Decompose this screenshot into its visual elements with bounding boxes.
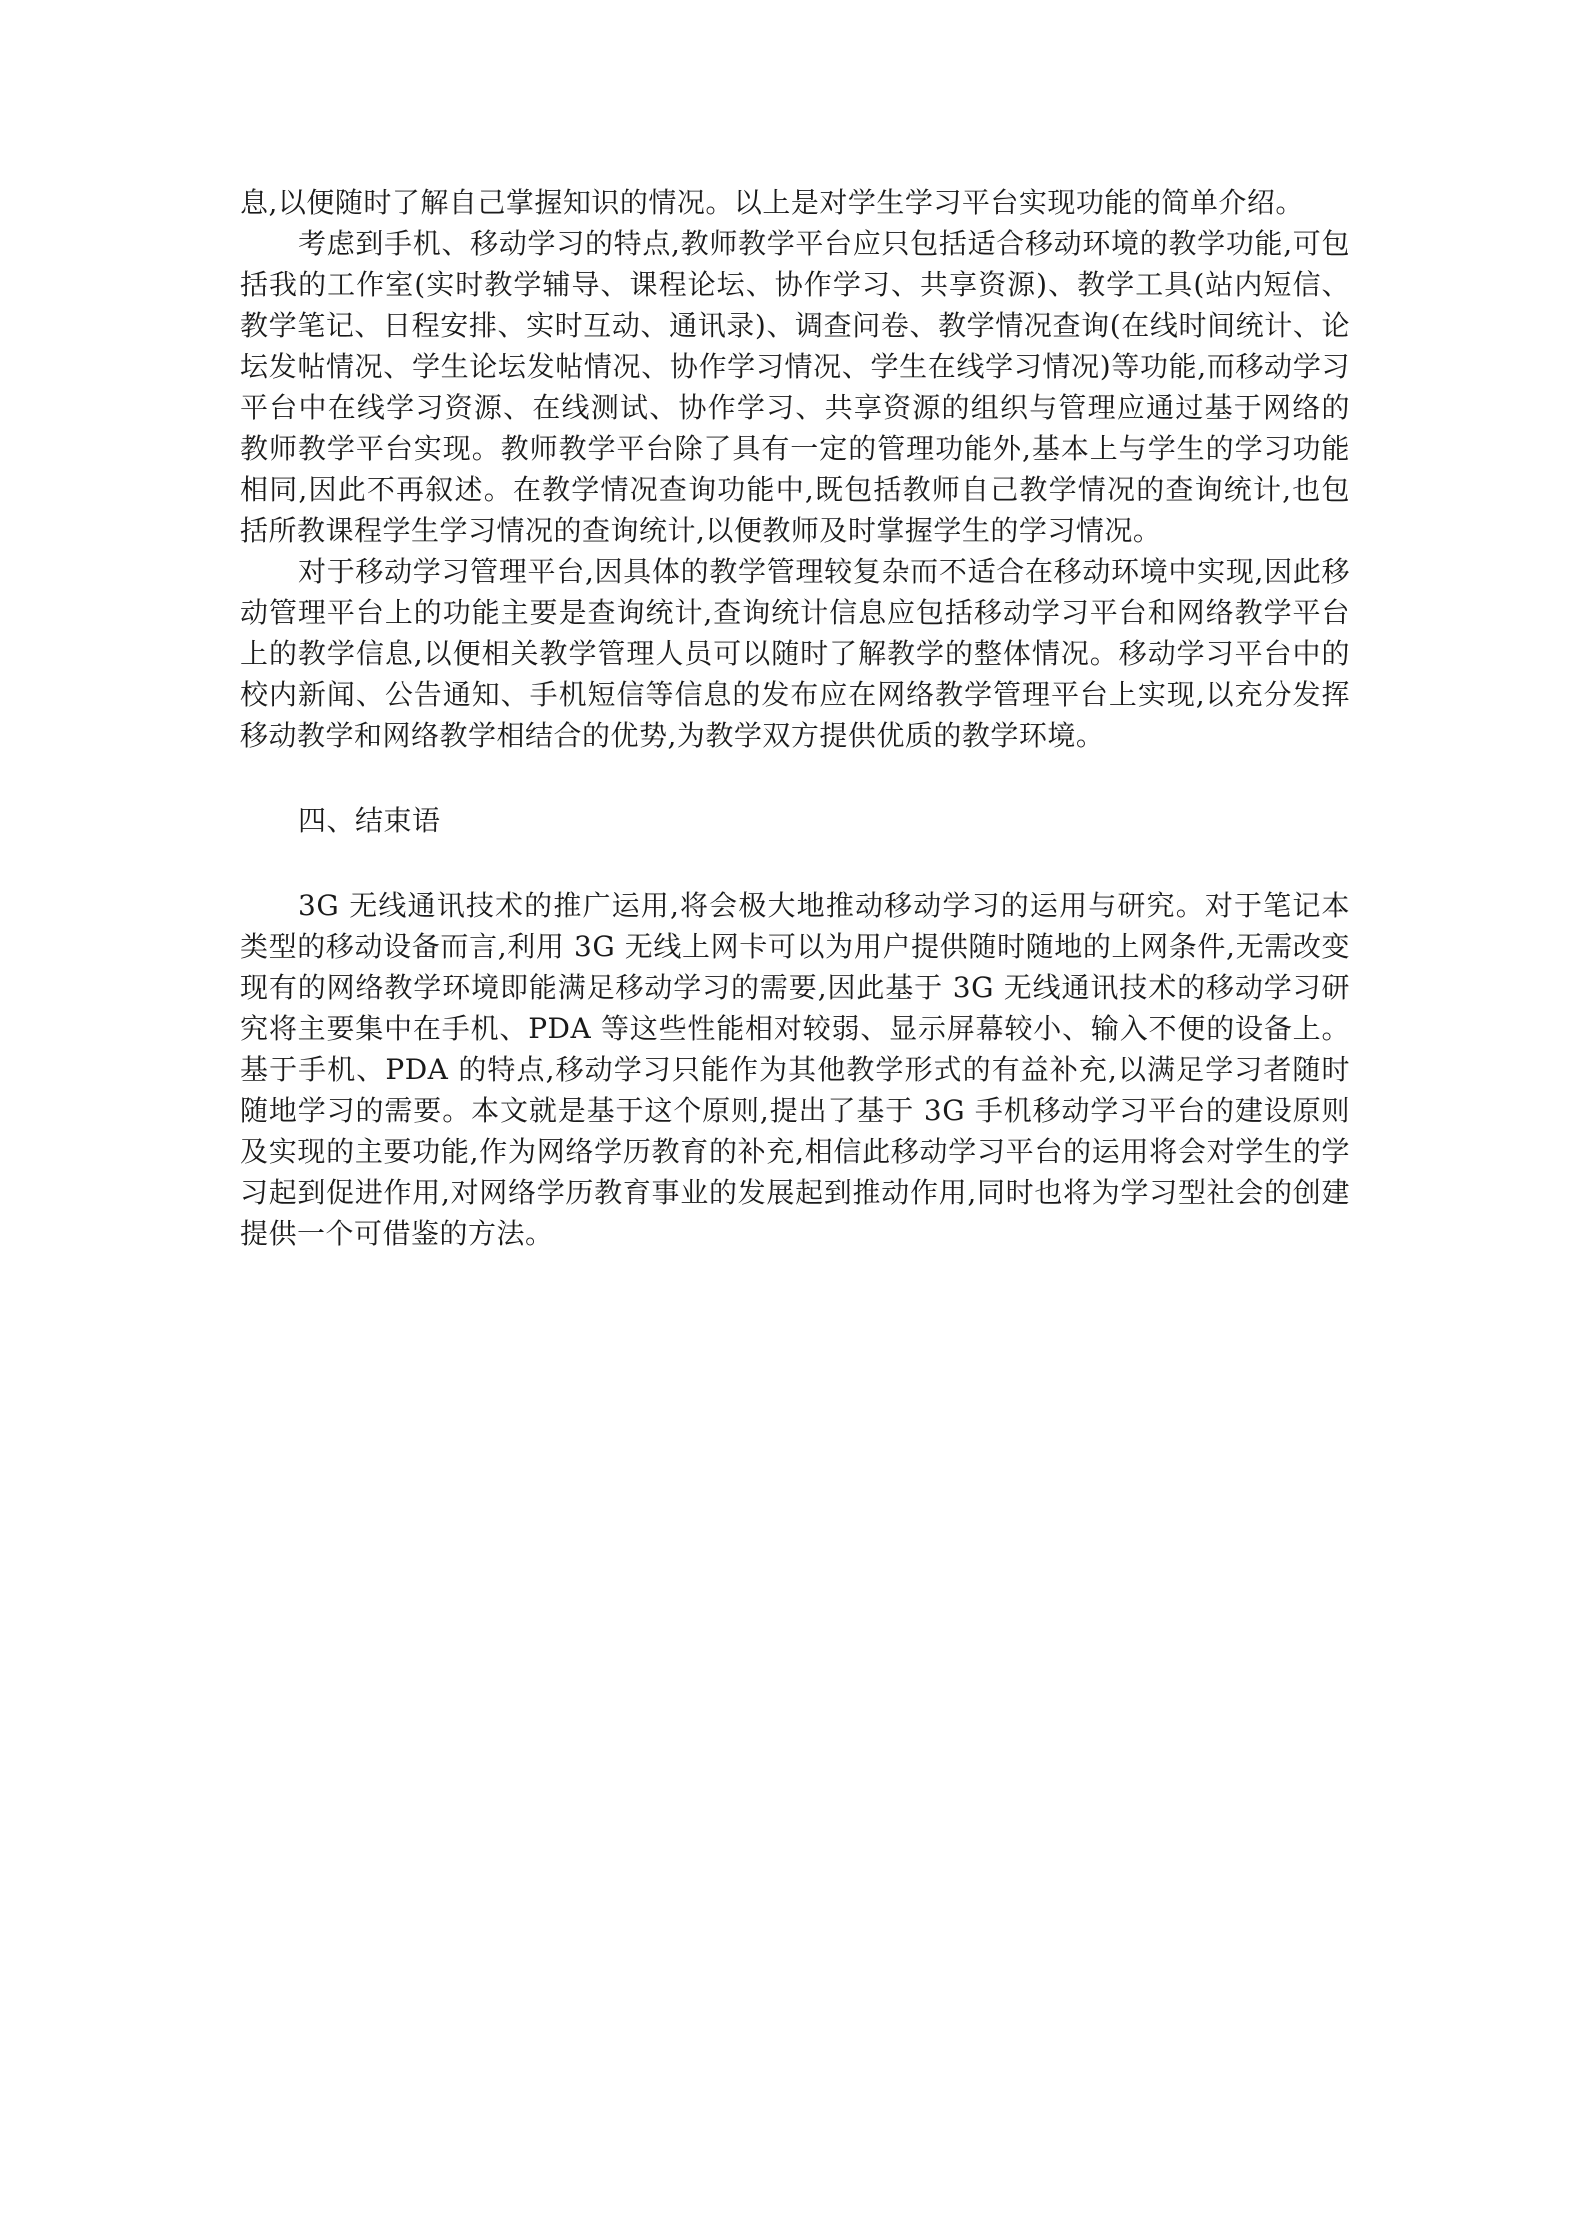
paragraph-continuation: 息,以便随时了解自己掌握知识的情况。以上是对学生学习平台实现功能的简单介绍。 xyxy=(240,186,1304,219)
paragraph-management-platform: 对于移动学习管理平台,因具体的教学管理较复杂而不适合在移动环境中实现,因此移动管理平台上的功能主要是查询统计,查询统计信息应包括移动学习平台和网络教学平台上的教学信息,以便相关教学管理人员可以随时了解教学的整体情况。移动学习平台中的校内新闻、公告通知、手机短信等信息的发布应在网络教学管理平台上实现,以充分发挥移动教学和网络教学相结合的优势,为教学双方提供优质的教学环境。 xyxy=(240,555,1350,752)
document-body xyxy=(240,182,1350,1254)
paragraph-conclusion: 3G 无线通讯技术的推广运用,将会极大地推动移动学习的运用与研究。对于笔记本类型的移动设备而言,利用 3G 无线上网卡可以为用户提供随时随地的上网条件,无需改变现有的网络教学环境即能满足移动学习的需要,因此基于 3G 无线通讯技术的移动学习研究将主要集中在手机、PDA 等这些性能相对较弱、显示屏幕较小、输入不便的设备上。基于手机、PDA 的特点,移动学习只能作为其他教学形式的有益补充,以满足学习者随时随地学习的需要。本文就是基于这个原则,提出了基于 3G 手机移动学习平台的建设原则及实现的主要功能,作为网络学历教育的补充,相信此移动学习平台的运用将会对学生的学习起到促进作用,对网络学历教育事业的发展起到推动作用,同时也将为学习型社会的创建提供一个可借鉴的方法。 xyxy=(240,889,1350,1250)
section-heading: 四、结束语 xyxy=(298,804,441,837)
paragraph-teacher-platform: 考虑到手机、移动学习的特点,教师教学平台应只包括适合移动环境的教学功能,可包括我的工作室(实时教学辅导、课程论坛、协作学习、共享资源)、教学工具(站内短信、教学笔记、日程安排、实时互动、通讯录)、调查问卷、教学情况查询(在线时间统计、论坛发帖情况、学生论坛发帖情况、协作学习情况、学生在线学习情况)等功能,而移动学习平台中在线学习资源、在线测试、协作学习、共享资源的组织与管理应通过基于网络的教师教学平台实现。教师教学平台除了具有一定的管理功能外,基本上与学生的学习功能相同,因此不再叙述。在教学情况查询功能中,既包括教师自己教学情况的查询统计,也包括所教课程学生学习情况的查询统计,以便教师及时掌握学生的学习情况。 xyxy=(240,227,1350,547)
